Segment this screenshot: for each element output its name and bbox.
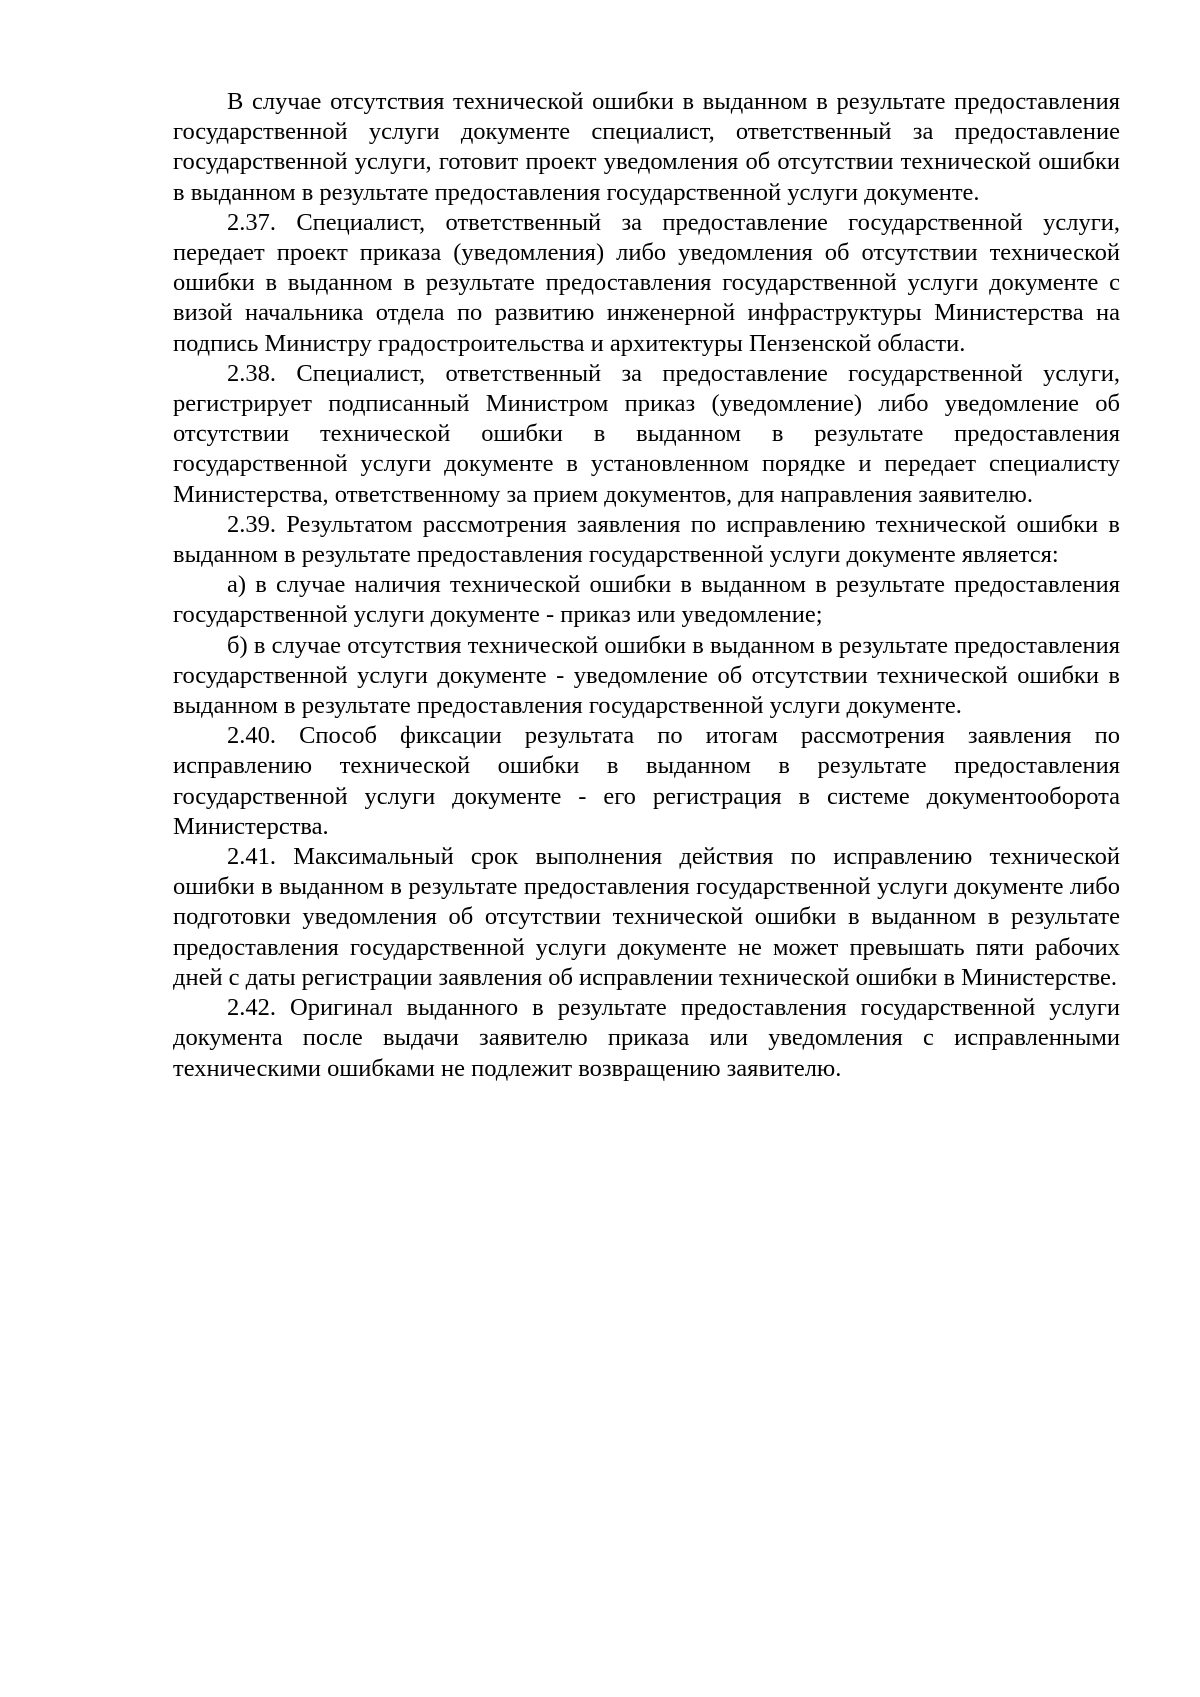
paragraph-2-38: 2.38. Специалист, ответственный за предоставление государственной услуги, регистрирует подписанный Министром приказ (уведомление) либо уведомление об отсутствии технической ошибки в выданном в результате предоставления государственной услуги документе в установленном порядке и передает специалисту Министерства, ответственному за прием документов, для направления заявителю.: [173, 359, 1120, 508]
paragraph-no-error-notice: В случае отсутствия технической ошибки в выданном в результате предоставления государственной услуги документе специалист, ответственный за предоставление государственной услуги, готовит проект уведомления об отсутствии технической ошибки в выданном в результате предоставления государственной услуги документе.: [173, 88, 1120, 206]
paragraph-2-41: 2.41. Максимальный срок выполнения действия по исправлению технической ошибки в выданном в результате предоставления государственной услуги документе либо подготовки уведомления об отсутствии технической ошибки в выданном в результате предоставления государственной услуги документе не может превышать пяти рабочих дней с даты регистрации заявления об исправлении технической ошибки в Министерстве.: [173, 843, 1120, 991]
paragraph-2-37: 2.37. Специалист, ответственный за предоставление государственной услуги, передает проект приказа (уведомления) либо уведомления об отсутствии технической ошибки в выданном в результате предоставления государственной услуги документе с визой начальника отдела по развитию инженерной инфраструктуры Министерства на подпись Министру градостроительства и архитектуры Пензенской области.: [173, 208, 1120, 357]
paragraph-2-39-a: а) в случае наличия технической ошибки в выданном в результате предоставления государственной услуги документе - приказ или уведомление;: [173, 571, 1120, 629]
document-body: [173, 87, 1120, 1084]
paragraph-2-39: 2.39. Результатом рассмотрения заявления по исправлению технической ошибки в выданном в результате предоставления государственной услуги документе является:: [173, 510, 1120, 569]
paragraph-2-39-b: б) в случае отсутствия технической ошибки в выданном в результате предоставления государственной услуги документе - уведомление об отсутствии технической ошибки в выданном в результате предоставления государственной услуги документе.: [173, 631, 1120, 720]
paragraph-2-40: 2.40. Способ фиксации результата по итогам рассмотрения заявления по исправлению технической ошибки в выданном в результате предоставления государственной услуги документе - его регистрация в системе документооборота Министерства.: [173, 722, 1120, 840]
paragraph-2-42: 2.42. Оригинал выданного в результате предоставления государственной услуги документа после выдачи заявителю приказа или уведомления с исправленными техническими ошибками не подлежит возвращению заявителю.: [173, 994, 1120, 1082]
